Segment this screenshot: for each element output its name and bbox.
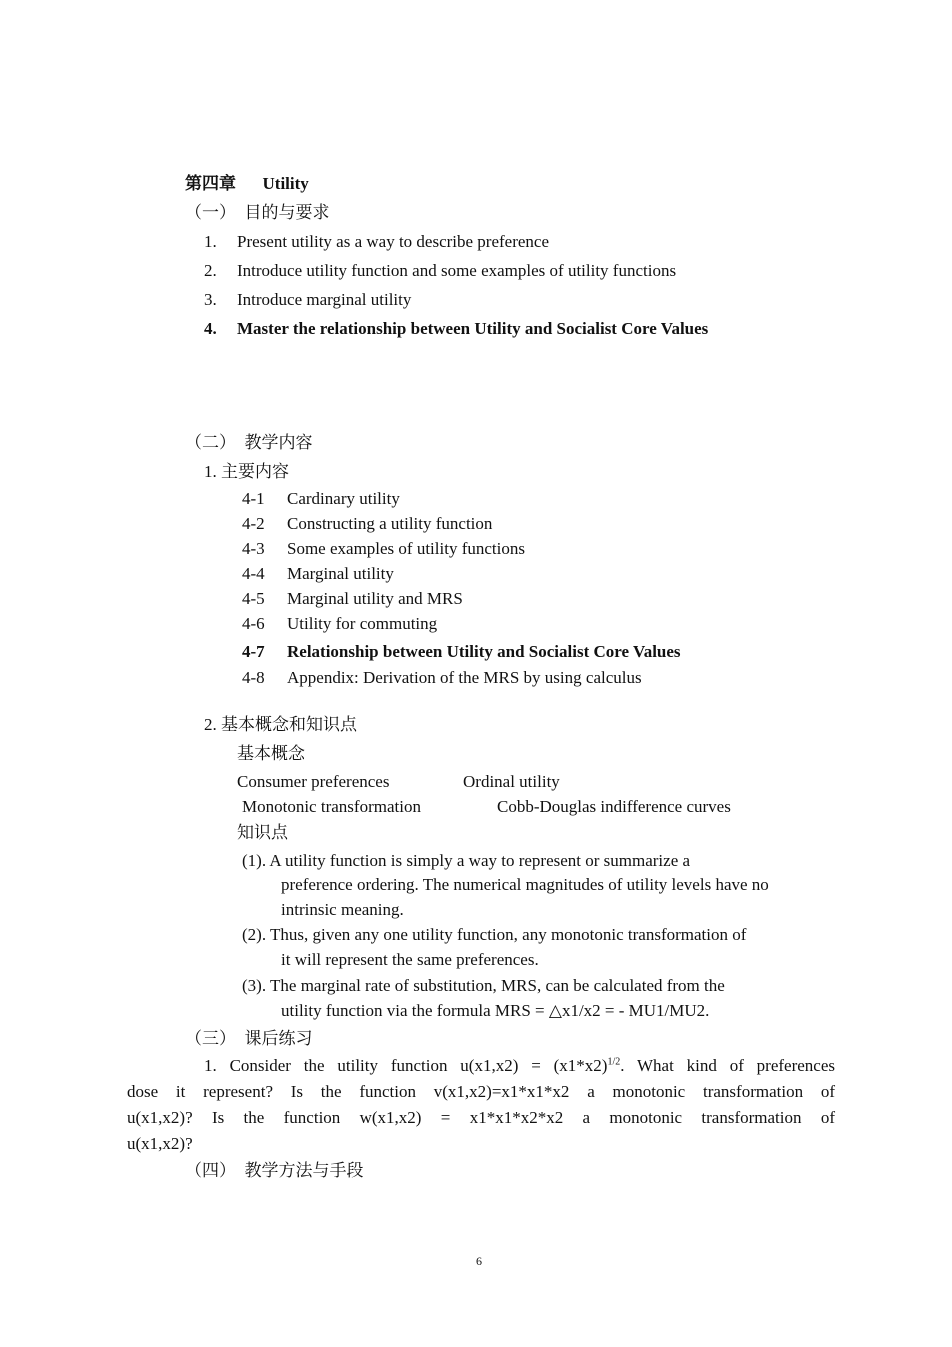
chapter-label: 第四章 [185, 174, 236, 193]
list-item: 2. Introduce utility function and some examples of utility functions [204, 261, 677, 280]
subsection-heading: 2. 基本概念和知识点 [204, 715, 357, 734]
exercise-text: 1. Consider the utility function $u(x1,x2) = (x1*x2)^{1/2}$. What kind of preferences [204, 1056, 836, 1075]
knowledge-point: (1). A utility function is simply a way to represent or summarize a [242, 851, 691, 870]
knowledge-point-continuation: intrinsic meaning. [281, 900, 404, 919]
concept-term: Ordinal utility [463, 772, 560, 791]
concept-term: Cobb-Douglas indifference curves [497, 797, 731, 816]
list-item: 4-8 Appendix: Derivation of the MRS by using calculus [242, 668, 642, 687]
chapter-title-text: Utility [262, 174, 309, 193]
knowledge-heading: 知识点 [237, 823, 288, 842]
concepts-heading: 基本概念 [237, 744, 305, 763]
exercise-text: dose it represent? Is the function v(x1,x2)=x1*x1*x2 a monotonic transformation of [127, 1082, 835, 1101]
knowledge-point-continuation: it will represent the same preferences. [281, 950, 539, 969]
list-item: 4-4 Marginal utility [242, 564, 394, 583]
chapter-title [185, 173, 309, 195]
list-item: 4. Master the relationship between Utility and Socialist Core Values [204, 319, 709, 338]
section1-heading: （一） 目的与要求 [185, 203, 330, 222]
knowledge-point-continuation: preference ordering. The numerical magnitudes of utility levels have no [281, 875, 769, 894]
list-item: 4-1 Cardinary utility [242, 489, 400, 508]
exercise-text: u(x1,x2)? Is the function w(x1,x2) = x1*x1*x2*x2 a monotonic transformation of [127, 1108, 835, 1127]
section4-heading: （四） 教学方法与手段 [185, 1161, 364, 1180]
section3-heading: （三） 课后练习 [185, 1029, 313, 1048]
list-item: 4-6 Utility for commuting [242, 614, 438, 633]
knowledge-point: (2). Thus, given any one utility function, any monotonic transformation of [242, 925, 747, 944]
section2-heading: （二） 教学内容 [185, 433, 313, 452]
concept-term: Consumer preferences [237, 772, 390, 791]
list-item: 3. Introduce marginal utility [204, 290, 412, 309]
list-item: 1. Present utility as a way to describe preference [204, 232, 550, 251]
concept-term: Monotonic transformation [242, 797, 421, 816]
exercise-text: u(x1,x2)? [127, 1134, 193, 1153]
list-item: 4-5 Marginal utility and MRS [242, 589, 463, 608]
knowledge-point-continuation: utility function via the formula MRS = △x1/x2 = - MU1/MU2. [281, 1001, 710, 1020]
list-item: 4-2 Constructing a utility function [242, 514, 493, 533]
subsection-heading: 1. 主要内容 [204, 462, 289, 481]
list-item: 4-3 Some examples of utility functions [242, 539, 525, 558]
knowledge-point: (3). The marginal rate of substitution, MRS, can be calculated from the [242, 976, 725, 995]
list-item: 4-7 Relationship between Utility and Socialist Core Values [242, 642, 681, 661]
page-number: 6 [476, 1254, 482, 1268]
